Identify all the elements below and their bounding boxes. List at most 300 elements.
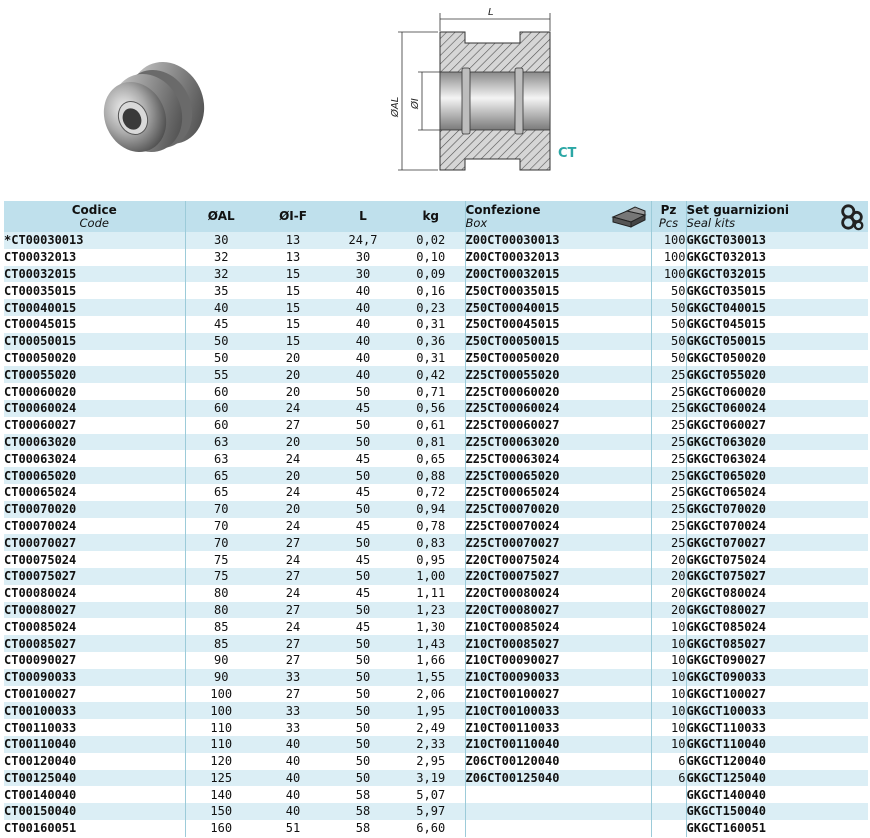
- cell-kg: 0,78: [397, 518, 465, 535]
- cell-kg: 0,36: [397, 333, 465, 350]
- header-box-sub: Box: [465, 215, 488, 230]
- cell-al: 80: [185, 585, 257, 602]
- cell-pz: 25: [651, 366, 686, 383]
- cell-if: 33: [257, 702, 329, 719]
- cell-l: 50: [329, 534, 397, 551]
- cell-box: Z00CT00032013: [465, 249, 651, 266]
- cell-box: Z25CT00060024: [465, 400, 651, 417]
- table-row: [4, 316, 868, 333]
- table-row: [4, 450, 868, 467]
- cell-if: 27: [257, 652, 329, 669]
- cell-pz: 10: [651, 736, 686, 753]
- cell-al: 50: [185, 333, 257, 350]
- header-seal: [686, 201, 868, 232]
- cell-al: 125: [185, 770, 257, 787]
- cell-box: [465, 820, 651, 837]
- cell-seal: GKGCT060027: [686, 417, 868, 434]
- cell-code: *CT00030013: [4, 232, 185, 249]
- cell-kg: 0,02: [397, 232, 465, 249]
- cell-l: 40: [329, 282, 397, 299]
- table-row: [4, 266, 868, 283]
- table-row: [4, 753, 868, 770]
- cell-if: 27: [257, 602, 329, 619]
- table-row: [4, 618, 868, 635]
- cell-pz: 25: [651, 450, 686, 467]
- cell-kg: 3,19: [397, 770, 465, 787]
- cell-al: 55: [185, 366, 257, 383]
- cell-if: 15: [257, 266, 329, 283]
- cell-kg: 1,00: [397, 568, 465, 585]
- cell-box: Z10CT00085024: [465, 618, 651, 635]
- cell-pz: 25: [651, 417, 686, 434]
- cell-if: 40: [257, 770, 329, 787]
- cell-pz: [651, 786, 686, 803]
- cell-if: 27: [257, 635, 329, 652]
- cell-seal: GKGCT065020: [686, 467, 868, 484]
- cell-seal: GKGCT030013: [686, 232, 868, 249]
- cell-code: CT00090027: [4, 652, 185, 669]
- cell-l: 45: [329, 450, 397, 467]
- cell-kg: 0,72: [397, 484, 465, 501]
- cell-code: CT00085024: [4, 618, 185, 635]
- cell-code: CT00063024: [4, 450, 185, 467]
- header-box-main: Confezione: [465, 202, 541, 217]
- cell-pz: 10: [651, 719, 686, 736]
- cell-if: 15: [257, 333, 329, 350]
- cell-seal: GKGCT080024: [686, 585, 868, 602]
- cell-code: CT00140040: [4, 786, 185, 803]
- cell-pz: [651, 820, 686, 837]
- table-row: [4, 282, 868, 299]
- model-label: CT: [558, 146, 577, 161]
- cell-al: 40: [185, 299, 257, 316]
- cell-al: 50: [185, 350, 257, 367]
- table-row: [4, 786, 868, 803]
- cell-pz: 10: [651, 669, 686, 686]
- cell-l: 50: [329, 736, 397, 753]
- cell-box: Z10CT00085027: [465, 635, 651, 652]
- header-pz-sub: Pcs: [658, 215, 679, 230]
- cell-al: 120: [185, 753, 257, 770]
- cell-kg: 0,81: [397, 434, 465, 451]
- dim-al-label: ØAL: [390, 96, 401, 117]
- table-header-row: [4, 201, 868, 232]
- cell-l: 45: [329, 551, 397, 568]
- cell-al: 100: [185, 686, 257, 703]
- cell-pz: 20: [651, 568, 686, 585]
- header-pz: [651, 201, 686, 232]
- cell-l: 40: [329, 333, 397, 350]
- cell-box: Z25CT00063024: [465, 450, 651, 467]
- cell-l: 50: [329, 568, 397, 585]
- cell-if: 20: [257, 501, 329, 518]
- cell-l: 50: [329, 719, 397, 736]
- table-row: [4, 434, 868, 451]
- cell-box: Z10CT00090033: [465, 669, 651, 686]
- cell-seal: GKGCT150040: [686, 803, 868, 820]
- cell-if: 20: [257, 434, 329, 451]
- cell-al: 85: [185, 635, 257, 652]
- cell-pz: 10: [651, 618, 686, 635]
- cell-al: 65: [185, 467, 257, 484]
- cell-seal: GKGCT070024: [686, 518, 868, 535]
- cell-kg: 0,16: [397, 282, 465, 299]
- cell-box: Z10CT00100027: [465, 686, 651, 703]
- cell-l: 45: [329, 585, 397, 602]
- table-body: [4, 232, 868, 837]
- cell-pz: 6: [651, 770, 686, 787]
- table-row: [4, 383, 868, 400]
- cell-al: 30: [185, 232, 257, 249]
- cell-code: CT00050020: [4, 350, 185, 367]
- cell-al: 63: [185, 434, 257, 451]
- cell-al: 100: [185, 702, 257, 719]
- table-row: [4, 299, 868, 316]
- cell-l: 50: [329, 635, 397, 652]
- cell-kg: 0,31: [397, 316, 465, 333]
- cell-box: Z10CT00110040: [465, 736, 651, 753]
- cell-seal: GKGCT060024: [686, 400, 868, 417]
- table-row: [4, 467, 868, 484]
- cell-code: CT00100033: [4, 702, 185, 719]
- table-row: [4, 585, 868, 602]
- cell-code: CT00060020: [4, 383, 185, 400]
- cell-box: Z20CT00080024: [465, 585, 651, 602]
- cell-code: CT00070024: [4, 518, 185, 535]
- cell-pz: 10: [651, 635, 686, 652]
- cell-kg: 0,95: [397, 551, 465, 568]
- cell-seal: GKGCT032015: [686, 266, 868, 283]
- cell-kg: 0,09: [397, 266, 465, 283]
- cell-if: 27: [257, 417, 329, 434]
- product-header: [0, 0, 870, 200]
- cell-box: Z25CT00055020: [465, 366, 651, 383]
- cell-seal: GKGCT125040: [686, 770, 868, 787]
- header-code: [4, 201, 185, 232]
- cell-l: 50: [329, 383, 397, 400]
- table-row: [4, 417, 868, 434]
- cell-kg: 1,66: [397, 652, 465, 669]
- cell-seal: GKGCT063024: [686, 450, 868, 467]
- cell-code: CT00075024: [4, 551, 185, 568]
- cell-seal: GKGCT065024: [686, 484, 868, 501]
- table-row: [4, 501, 868, 518]
- header-kg: kg: [397, 201, 465, 232]
- cell-seal: GKGCT090033: [686, 669, 868, 686]
- product-table: [4, 201, 868, 837]
- cell-code: CT00125040: [4, 770, 185, 787]
- cell-pz: 100: [651, 249, 686, 266]
- cell-if: 24: [257, 618, 329, 635]
- cell-l: 50: [329, 501, 397, 518]
- table-row: [4, 820, 868, 837]
- cell-kg: 0,10: [397, 249, 465, 266]
- cell-if: 13: [257, 232, 329, 249]
- cell-if: 15: [257, 316, 329, 333]
- cell-seal: GKGCT070027: [686, 534, 868, 551]
- cell-al: 63: [185, 450, 257, 467]
- header-al: ØAL: [185, 201, 257, 232]
- cell-l: 50: [329, 602, 397, 619]
- cell-seal: GKGCT035015: [686, 282, 868, 299]
- cell-l: 50: [329, 753, 397, 770]
- cell-seal: GKGCT040015: [686, 299, 868, 316]
- cell-l: 58: [329, 803, 397, 820]
- cell-pz: 6: [651, 753, 686, 770]
- cell-pz: 50: [651, 333, 686, 350]
- table-row: [4, 652, 868, 669]
- cell-box: Z25CT00063020: [465, 434, 651, 451]
- cell-code: CT00065020: [4, 467, 185, 484]
- cell-box: Z50CT00050015: [465, 333, 651, 350]
- cell-code: CT00150040: [4, 803, 185, 820]
- cell-box: Z25CT00070020: [465, 501, 651, 518]
- cell-if: 20: [257, 366, 329, 383]
- cell-pz: 10: [651, 652, 686, 669]
- cell-if: 15: [257, 282, 329, 299]
- cell-code: CT00085027: [4, 635, 185, 652]
- cell-code: CT00080024: [4, 585, 185, 602]
- dim-i-label: ØI: [410, 98, 421, 109]
- cell-code: CT00050015: [4, 333, 185, 350]
- cell-l: 50: [329, 467, 397, 484]
- table-row: [4, 686, 868, 703]
- cell-kg: 1,30: [397, 618, 465, 635]
- cell-pz: 25: [651, 484, 686, 501]
- cell-al: 90: [185, 669, 257, 686]
- cell-pz: 50: [651, 350, 686, 367]
- cell-box: Z50CT00045015: [465, 316, 651, 333]
- cell-pz: 100: [651, 232, 686, 249]
- cell-seal: GKGCT100033: [686, 702, 868, 719]
- cell-code: CT00075027: [4, 568, 185, 585]
- cell-box: Z20CT00080027: [465, 602, 651, 619]
- table-row: [4, 719, 868, 736]
- cell-code: CT00090033: [4, 669, 185, 686]
- table-row: [4, 568, 868, 585]
- cell-pz: 50: [651, 316, 686, 333]
- cell-seal: GKGCT060020: [686, 383, 868, 400]
- cell-l: 45: [329, 618, 397, 635]
- table-row: [4, 551, 868, 568]
- cell-l: 58: [329, 820, 397, 837]
- header-seal-sub: Seal kits: [686, 215, 736, 230]
- cell-if: 24: [257, 400, 329, 417]
- cell-al: 70: [185, 518, 257, 535]
- cell-al: 70: [185, 501, 257, 518]
- cell-code: CT00035015: [4, 282, 185, 299]
- cell-pz: 50: [651, 282, 686, 299]
- cell-al: 110: [185, 736, 257, 753]
- cell-box: Z20CT00075024: [465, 551, 651, 568]
- cell-al: 80: [185, 602, 257, 619]
- cell-al: 160: [185, 820, 257, 837]
- cell-l: 40: [329, 299, 397, 316]
- cell-seal: GKGCT032013: [686, 249, 868, 266]
- cell-pz: 25: [651, 518, 686, 535]
- cell-if: 24: [257, 518, 329, 535]
- cell-seal: GKGCT070020: [686, 501, 868, 518]
- cell-kg: 1,95: [397, 702, 465, 719]
- cell-if: 24: [257, 450, 329, 467]
- cell-code: CT00055020: [4, 366, 185, 383]
- cell-l: 24,7: [329, 232, 397, 249]
- cell-if: 40: [257, 736, 329, 753]
- cell-l: 50: [329, 702, 397, 719]
- cell-kg: 0,71: [397, 383, 465, 400]
- cell-seal: GKGCT050015: [686, 333, 868, 350]
- cell-al: 85: [185, 618, 257, 635]
- cell-kg: 2,49: [397, 719, 465, 736]
- cell-seal: GKGCT055020: [686, 366, 868, 383]
- cell-al: 65: [185, 484, 257, 501]
- cell-if: 40: [257, 786, 329, 803]
- cell-kg: 6,60: [397, 820, 465, 837]
- cell-kg: 0,31: [397, 350, 465, 367]
- cell-al: 75: [185, 568, 257, 585]
- cell-kg: 1,55: [397, 669, 465, 686]
- cell-code: CT00032015: [4, 266, 185, 283]
- cell-pz: [651, 803, 686, 820]
- cell-box: Z10CT00090027: [465, 652, 651, 669]
- cell-al: 60: [185, 400, 257, 417]
- cell-seal: GKGCT085027: [686, 635, 868, 652]
- cell-l: 50: [329, 669, 397, 686]
- cell-al: 45: [185, 316, 257, 333]
- cell-kg: 5,97: [397, 803, 465, 820]
- table-row: [4, 534, 868, 551]
- dim-l-label: L: [488, 7, 494, 18]
- cell-if: 24: [257, 484, 329, 501]
- cell-seal: GKGCT120040: [686, 753, 868, 770]
- cell-code: CT00063020: [4, 434, 185, 451]
- cell-box: Z06CT00125040: [465, 770, 651, 787]
- table-row: [4, 249, 868, 266]
- cell-code: CT00065024: [4, 484, 185, 501]
- header-code-main: Codice: [71, 202, 117, 217]
- box-icon: [611, 205, 647, 229]
- cell-kg: 0,88: [397, 467, 465, 484]
- cell-kg: 2,33: [397, 736, 465, 753]
- table-row: [4, 366, 868, 383]
- cell-if: 40: [257, 803, 329, 820]
- cell-if: 33: [257, 669, 329, 686]
- table-row: [4, 518, 868, 535]
- cell-code: CT00110040: [4, 736, 185, 753]
- cell-al: 90: [185, 652, 257, 669]
- cell-kg: 2,95: [397, 753, 465, 770]
- cell-seal: GKGCT100027: [686, 686, 868, 703]
- table-row: [4, 333, 868, 350]
- cell-al: 70: [185, 534, 257, 551]
- table-row: [4, 350, 868, 367]
- cell-l: 50: [329, 770, 397, 787]
- cell-box: Z50CT00050020: [465, 350, 651, 367]
- cell-code: CT00032013: [4, 249, 185, 266]
- cell-al: 60: [185, 417, 257, 434]
- table-row: [4, 602, 868, 619]
- cell-pz: 10: [651, 686, 686, 703]
- cell-pz: 25: [651, 501, 686, 518]
- cell-if: 13: [257, 249, 329, 266]
- cell-seal: GKGCT085024: [686, 618, 868, 635]
- cell-if: 20: [257, 383, 329, 400]
- cell-kg: 0,65: [397, 450, 465, 467]
- cell-code: CT00100027: [4, 686, 185, 703]
- cell-if: 24: [257, 551, 329, 568]
- cell-l: 40: [329, 316, 397, 333]
- cell-box: Z10CT00100033: [465, 702, 651, 719]
- cell-pz: 25: [651, 383, 686, 400]
- cell-if: 27: [257, 534, 329, 551]
- cell-box: Z06CT00120040: [465, 753, 651, 770]
- cell-al: 75: [185, 551, 257, 568]
- cell-al: 150: [185, 803, 257, 820]
- header-l: L: [329, 201, 397, 232]
- cell-kg: 0,42: [397, 366, 465, 383]
- cell-seal: GKGCT063020: [686, 434, 868, 451]
- cell-if: 27: [257, 568, 329, 585]
- table-row: [4, 400, 868, 417]
- cell-pz: 20: [651, 585, 686, 602]
- cell-if: 33: [257, 719, 329, 736]
- table-row: [4, 669, 868, 686]
- cell-if: 20: [257, 467, 329, 484]
- cell-box: Z25CT00065020: [465, 467, 651, 484]
- header-if: ØI-F: [257, 201, 329, 232]
- cell-if: 40: [257, 753, 329, 770]
- cell-code: CT00045015: [4, 316, 185, 333]
- table-row: [4, 702, 868, 719]
- cell-seal: GKGCT075027: [686, 568, 868, 585]
- cell-box: Z00CT00030013: [465, 232, 651, 249]
- cell-l: 45: [329, 484, 397, 501]
- cell-code: CT00070020: [4, 501, 185, 518]
- table-row: [4, 736, 868, 753]
- cell-al: 140: [185, 786, 257, 803]
- cell-seal: GKGCT090027: [686, 652, 868, 669]
- cell-l: 45: [329, 518, 397, 535]
- cell-kg: 1,11: [397, 585, 465, 602]
- cell-code: CT00040015: [4, 299, 185, 316]
- cell-l: 30: [329, 249, 397, 266]
- cell-code: CT00160051: [4, 820, 185, 837]
- cell-pz: 25: [651, 434, 686, 451]
- cell-code: CT00060024: [4, 400, 185, 417]
- header-seal-main: Set guarnizioni: [686, 202, 789, 217]
- cell-pz: 25: [651, 467, 686, 484]
- cell-seal: GKGCT050020: [686, 350, 868, 367]
- table-row: [4, 770, 868, 787]
- cell-box: Z25CT00070024: [465, 518, 651, 535]
- cell-box: Z50CT00035015: [465, 282, 651, 299]
- cell-if: 24: [257, 585, 329, 602]
- cell-box: Z20CT00075027: [465, 568, 651, 585]
- cell-kg: 0,83: [397, 534, 465, 551]
- cell-seal: GKGCT110040: [686, 736, 868, 753]
- cell-kg: 0,61: [397, 417, 465, 434]
- table-row: [4, 635, 868, 652]
- cell-l: 40: [329, 366, 397, 383]
- cell-l: 40: [329, 350, 397, 367]
- cell-kg: 1,23: [397, 602, 465, 619]
- cell-l: 45: [329, 400, 397, 417]
- cell-l: 50: [329, 652, 397, 669]
- cell-pz: 100: [651, 266, 686, 283]
- cell-box: Z25CT00065024: [465, 484, 651, 501]
- cell-code: CT00080027: [4, 602, 185, 619]
- cell-if: 15: [257, 299, 329, 316]
